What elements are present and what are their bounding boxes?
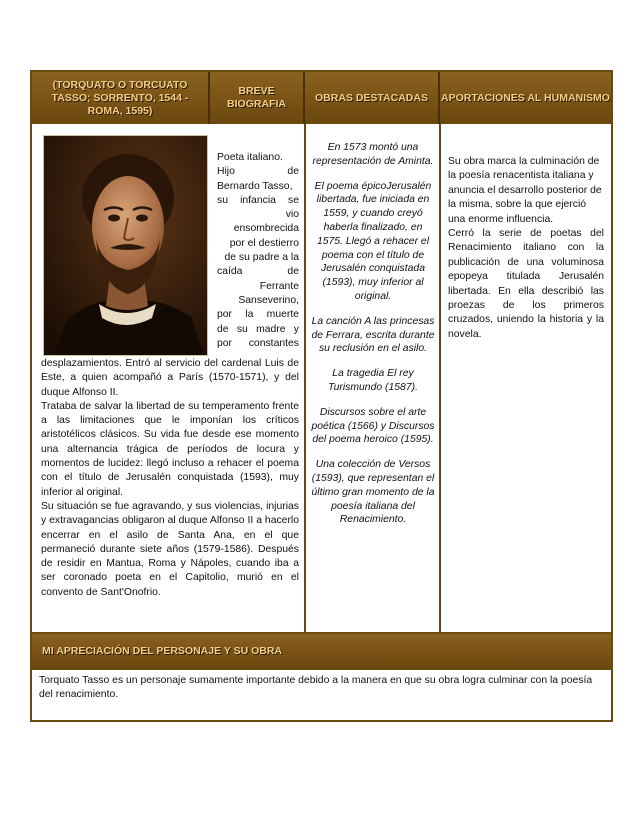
- bio-header: [210, 72, 305, 124]
- bio-paragraph: Su situación se fue agravando, y sus violencias, injurias y extravagancias obligaron al duque Alfonso II a hacerlo encerrar en el asilo de Santa Ana, en el que permaneció durante siete años (1579-1586). Después de residir en Mantua, Roma y Nápoles, cuando iba a ser coronado poeta en el Capitolio, murió en el convento de Sant'Onofrio.: [41, 500, 299, 598]
- bio-line: por constantes: [217, 337, 299, 349]
- works-header: [305, 72, 440, 124]
- portrait-illustration: [44, 136, 208, 356]
- bio-line: de su padre a la: [224, 252, 299, 264]
- work-item: Discursos sobre el arte poética (1566) y Discursos del poema heroico (1595).: [311, 406, 435, 446]
- bio-line: caída de: [217, 266, 299, 278]
- bio-paragraph: desplazamientos. Entró al servicio del cardenal Luis de Este, a quien acompañó a París (1570-1571), y del duque Alfonso II.: [41, 358, 299, 398]
- contrib-paragraph: Su obra marca la culminación de la poesía renacentista italiana y anuncia el desarrollo posterior de la misma, sobre la que ejerció una enorme influencia.: [448, 156, 602, 225]
- work-item: En 1573 montó una representación de Aminta.: [312, 142, 434, 167]
- bio-line: Sanseverino,: [238, 294, 299, 306]
- appreciation-header-label: MI APRECIACIÓN DEL PERSONAJE Y SU OBRA: [42, 645, 282, 657]
- column-divider: [304, 124, 306, 632]
- work-item: El poema épicoJerusalén libertada, fue iniciada en 1559, y cuando creyó haberla finalizado, en 1575. Llegó a rehacer el poema con el título de Jerusalén conquistada (1593), muy inferior al original.: [314, 180, 432, 302]
- person-title: (TORQUATO O TORCUATO TASSO; SORRENTO, 1544 - ROMA, 1595): [51, 78, 189, 117]
- portrait-image: [43, 135, 208, 356]
- bio-line: Ferrante: [259, 280, 299, 292]
- bio-line: Bernardo Tasso,: [217, 180, 293, 192]
- bio-side-text: [217, 151, 299, 351]
- bio-line: vio: [285, 209, 299, 221]
- bio-line: ensombrecida: [233, 223, 299, 235]
- bio-body: [41, 357, 299, 600]
- biography-table: [30, 70, 613, 722]
- bio-line: Hijo de: [217, 166, 299, 178]
- bio-line: Poeta italiano.: [217, 152, 283, 163]
- bio-line: por la muerte: [217, 309, 299, 321]
- works-list: [311, 141, 435, 538]
- contrib-header-label: APORTACIONES AL HUMANISMO: [441, 91, 610, 104]
- appreciation-text: [32, 670, 611, 707]
- appreciation-body: Torquato Tasso es un personaje sumamente importante debido a la manera en que su obra logra culminar con la poesía del renacimiento.: [39, 675, 593, 701]
- work-item: La canción A las princesas de Ferrara, escrita durante su reclusión en el asilo.: [311, 315, 435, 355]
- bio-line: su infancia se: [217, 194, 299, 206]
- appreciation-header: [32, 634, 611, 668]
- bio-line: por el destierro: [229, 237, 299, 249]
- contrib-header: [440, 72, 611, 124]
- bio-line: de su madre y: [217, 323, 299, 335]
- work-item: Una colección de Versos (1593), que representan el último gran momento de la poesía italiana del Renacimiento.: [311, 459, 435, 526]
- title-header: [32, 72, 210, 124]
- contrib-paragraph: Cerró la serie de poetas del Renacimiento italiano con la publicación de una voluminosa epopeya titulada Jerusalén libertada. En ella describió las proezas de los primeros cruzados, uniendo la historia y la novela.: [448, 228, 604, 340]
- contrib-text: [448, 155, 604, 342]
- bio-header-label: BREVE BIOGRAFIA: [227, 85, 286, 110]
- bio-paragraph: Trataba de salvar la libertad de su temperamento frente a las limitaciones que le imponían los críticos aristotélicos clásicos. Su vida fue desde ese momento una alternancia trágica de períodos de locura y momentos de lucidez: llegó incluso a rehacer el poema con el título de Jerusalén conquistada (1593), muy inferior al original.: [41, 400, 299, 498]
- works-header-label: OBRAS DESTACADAS: [315, 91, 428, 104]
- work-item: La tragedia El rey Turismundo (1587).: [328, 368, 418, 393]
- column-divider: [439, 124, 441, 632]
